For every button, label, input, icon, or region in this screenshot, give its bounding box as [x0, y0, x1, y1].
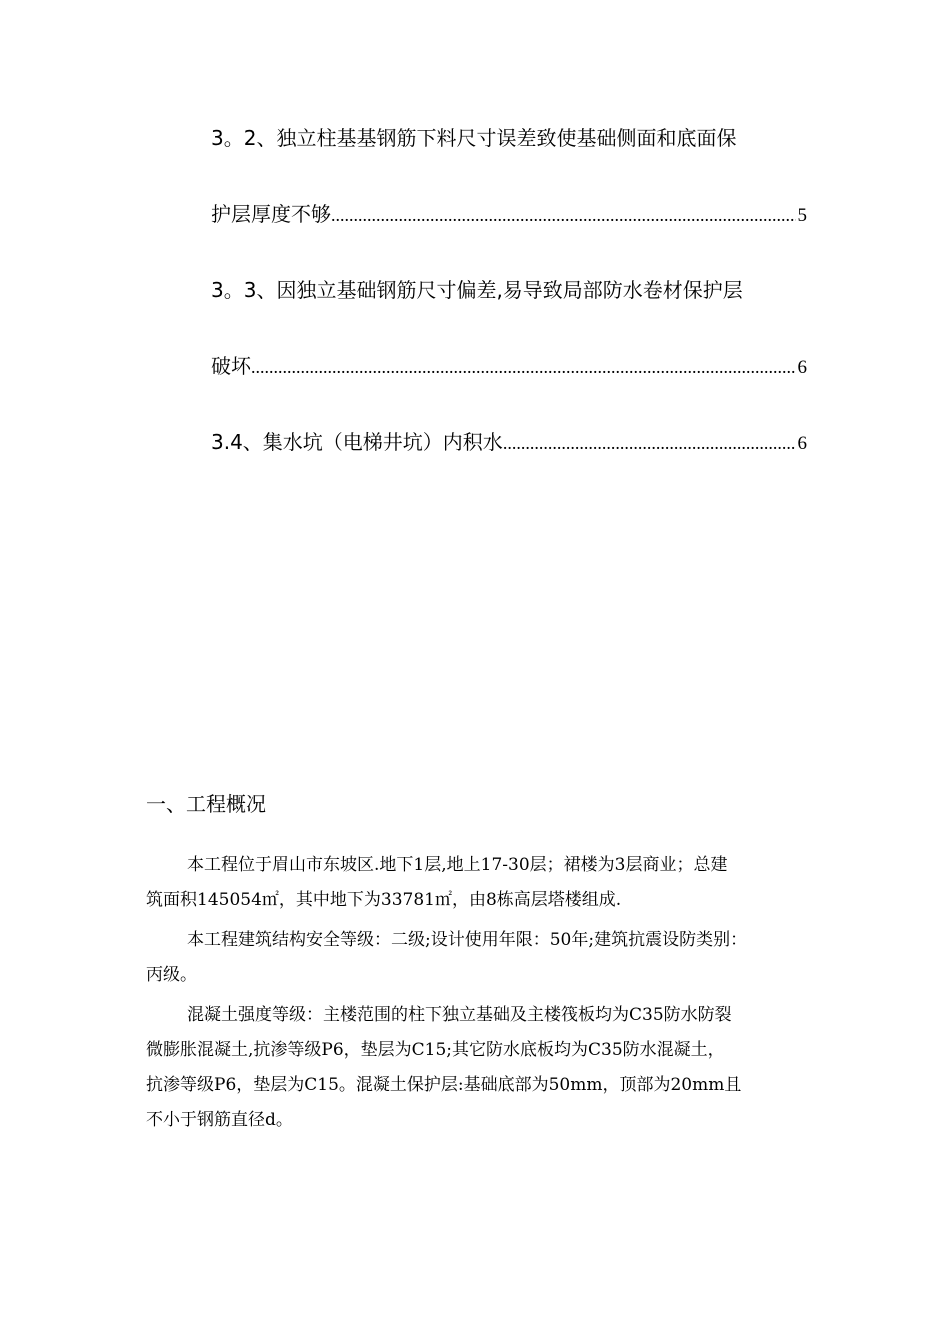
toc-entry-label: 破坏 [211, 354, 251, 378]
paragraph-1-line-1: 本工程位于眉山市东坡区.地下1层,地上17-30层；裙楼为3层商业；总建 [187, 855, 728, 875]
toc-page-number: 6 [797, 433, 807, 454]
paragraph-2-line-2: 丙级。 [146, 965, 197, 985]
paragraph-3-line-1: 混凝土强度等级：主楼范围的柱下独立基础及主楼筏板均为C35防水防裂 [187, 1005, 732, 1025]
toc-leader-dots [503, 413, 796, 473]
toc-page-number: 5 [797, 205, 807, 226]
section-heading: 一、工程概况 [146, 792, 266, 816]
table-of-contents [211, 108, 807, 488]
toc-leader-dots [331, 185, 796, 245]
toc-entry-3-2-line1[interactable]: 3。2、独立柱基基钢筋下料尺寸误差致使基础侧面和底面保 [211, 126, 737, 150]
toc-entry-3-3-line1[interactable]: 3。3、因独立基础钢筋尺寸偏差,易导致局部防水卷材保护层 [211, 278, 743, 302]
toc-entry-label: 护层厚度不够 [211, 202, 331, 226]
toc-entry-label: 3.4、集水坑（电梯井坑）内积水 [211, 430, 503, 454]
paragraph-3-line-3: 抗渗等级P6，垫层为C15。混凝土保护层:基础底部为50mm，顶部为20mm且 [146, 1075, 742, 1095]
paragraph-2-line-1: 本工程建筑结构安全等级：二级;设计使用年限：50年;建筑抗震设防类别： [187, 930, 748, 950]
toc-entry-3-2-line2[interactable] [211, 184, 807, 260]
paragraph-3-line-4: 不小于钢筋直径d。 [146, 1110, 293, 1130]
paragraph-3-line-2: 微膨胀混凝土,抗渗等级P6，垫层为C15;其它防水底板均为C35防水混凝土， [146, 1040, 725, 1060]
toc-page-number: 6 [797, 357, 807, 378]
toc-entry-3-4[interactable] [211, 412, 807, 488]
section-body [146, 848, 818, 1138]
paragraph-1-line-2: 筑面积145054㎡，其中地下为33781㎡，由8栋高层塔楼组成. [146, 890, 622, 910]
toc-leader-dots [251, 337, 796, 397]
toc-entry-3-3-line2[interactable] [211, 336, 807, 412]
